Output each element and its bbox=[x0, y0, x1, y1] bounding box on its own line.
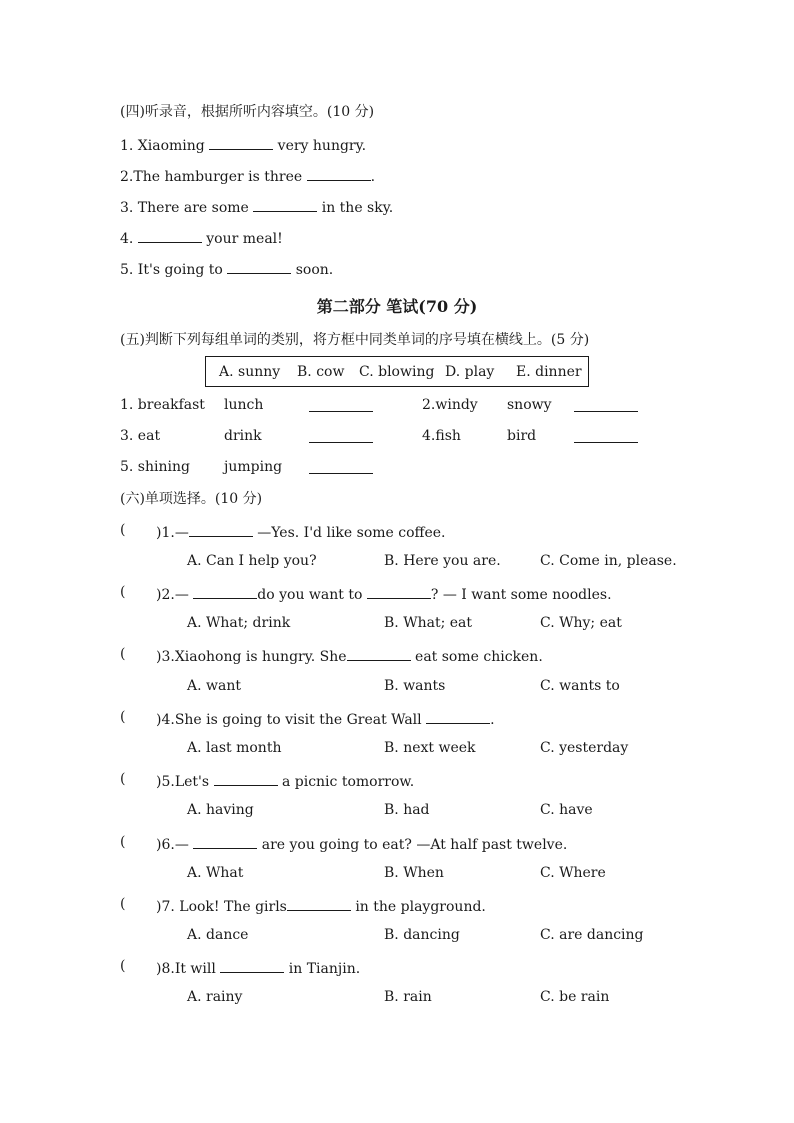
section6-heading: (六)单项选择。(10 分) bbox=[120, 491, 263, 507]
question-stem bbox=[156, 771, 414, 791]
choice-a[interactable]: A. dance bbox=[187, 927, 249, 943]
choice-b[interactable]: B. wants bbox=[384, 678, 446, 694]
answer-blank[interactable] bbox=[189, 522, 253, 537]
fill-item-2 bbox=[120, 166, 375, 186]
question-stem bbox=[156, 896, 486, 916]
answer-blank[interactable] bbox=[253, 197, 317, 212]
word-options-box bbox=[205, 356, 589, 387]
option-d: D. play bbox=[445, 364, 495, 380]
choice-a[interactable]: A. last month bbox=[187, 740, 282, 756]
choice-c[interactable]: C. Why; eat bbox=[540, 615, 622, 631]
word: 1. breakfast bbox=[120, 397, 205, 413]
stem-text: do you want to bbox=[257, 587, 367, 603]
choice-c[interactable]: C. be rain bbox=[540, 989, 610, 1005]
choice-a[interactable]: A. rainy bbox=[187, 989, 243, 1005]
answer-paren[interactable]: ( bbox=[120, 771, 126, 787]
question-stem bbox=[156, 958, 360, 978]
question-stem bbox=[156, 522, 446, 542]
choice-c[interactable]: C. Where bbox=[540, 865, 606, 881]
stem-text: —Yes. I'd like some coffee. bbox=[252, 525, 446, 541]
choice-a[interactable]: A. having bbox=[187, 802, 254, 818]
item-text: . bbox=[370, 169, 376, 185]
question-stem bbox=[156, 584, 612, 604]
word: bird bbox=[507, 428, 537, 444]
answer-blank[interactable] bbox=[220, 958, 284, 973]
choice-b[interactable]: B. When bbox=[384, 865, 444, 881]
section4-heading: (四)听录音，根据所听内容填空。(10 分) bbox=[120, 104, 375, 120]
answer-paren[interactable]: ( bbox=[120, 522, 126, 538]
choice-b[interactable]: B. next week bbox=[384, 740, 476, 756]
stem-text: are you going to eat? —At half past twelve. bbox=[257, 837, 568, 853]
answer-blank[interactable] bbox=[309, 397, 373, 412]
question-stem bbox=[156, 709, 495, 729]
word: 4.fish bbox=[422, 428, 461, 444]
choice-a[interactable]: A. Can I help you? bbox=[187, 553, 317, 569]
answer-blank[interactable] bbox=[367, 584, 431, 599]
answer-blank[interactable] bbox=[193, 834, 257, 849]
answer-blank[interactable] bbox=[209, 135, 273, 150]
choice-c[interactable]: C. Come in, please. bbox=[540, 553, 677, 569]
answer-blank[interactable] bbox=[214, 771, 278, 786]
answer-blank[interactable] bbox=[574, 428, 638, 443]
answer-paren[interactable]: ( bbox=[120, 646, 126, 662]
choice-a[interactable]: A. What; drink bbox=[187, 615, 291, 631]
answer-blank[interactable] bbox=[138, 228, 202, 243]
stem-text: )7. Look! The girls bbox=[156, 899, 287, 915]
word: lunch bbox=[224, 397, 264, 413]
word: 3. eat bbox=[120, 428, 161, 444]
fill-item-1 bbox=[120, 135, 366, 155]
fill-item-4 bbox=[120, 228, 283, 248]
choice-b[interactable]: B. rain bbox=[384, 989, 432, 1005]
word: 5. shining bbox=[120, 459, 190, 475]
choice-b[interactable]: B. had bbox=[384, 802, 430, 818]
item-text: very hungry. bbox=[273, 138, 367, 154]
fill-item-3 bbox=[120, 197, 393, 217]
choice-c[interactable]: C. wants to bbox=[540, 678, 620, 694]
answer-blank[interactable] bbox=[307, 166, 371, 181]
part2-title: 第二部分 笔试(70 分) bbox=[316, 297, 478, 316]
stem-text: in the playground. bbox=[350, 899, 486, 915]
choice-b[interactable]: B. What; eat bbox=[384, 615, 472, 631]
stem-text: ? — I want some noodles. bbox=[430, 587, 612, 603]
word: drink bbox=[224, 428, 262, 444]
stem-text: )8.It will bbox=[156, 961, 221, 977]
answer-paren[interactable]: ( bbox=[120, 584, 126, 600]
item-text: your meal! bbox=[201, 231, 283, 247]
stem-text: )3.Xiaohong is hungry. She bbox=[156, 649, 347, 665]
answer-blank[interactable] bbox=[574, 397, 638, 412]
answer-paren[interactable]: ( bbox=[120, 709, 126, 725]
answer-blank[interactable] bbox=[426, 709, 490, 724]
stem-text: )4.She is going to visit the Great Wall bbox=[156, 712, 427, 728]
item-text: soon. bbox=[291, 262, 334, 278]
option-b: B. cow bbox=[297, 364, 345, 380]
option-e: E. dinner bbox=[516, 364, 582, 380]
choice-a[interactable]: A. want bbox=[187, 678, 241, 694]
answer-paren[interactable]: ( bbox=[120, 896, 126, 912]
answer-blank[interactable] bbox=[193, 584, 257, 599]
item-text: 1. Xiaoming bbox=[120, 138, 210, 154]
choice-c[interactable]: C. yesterday bbox=[540, 740, 629, 756]
answer-paren[interactable]: ( bbox=[120, 834, 126, 850]
stem-text: )1.— bbox=[156, 525, 189, 541]
stem-text: a picnic tomorrow. bbox=[277, 774, 415, 790]
word: snowy bbox=[507, 397, 552, 413]
item-text: in the sky. bbox=[317, 200, 394, 216]
choice-b[interactable]: B. dancing bbox=[384, 927, 460, 943]
answer-blank[interactable] bbox=[227, 259, 291, 274]
choice-a[interactable]: A. What bbox=[187, 865, 244, 881]
answer-blank[interactable] bbox=[347, 646, 411, 661]
item-text: 3. There are some bbox=[120, 200, 254, 216]
choice-b[interactable]: B. Here you are. bbox=[384, 553, 501, 569]
choice-c[interactable]: C. have bbox=[540, 802, 593, 818]
stem-text: )5.Let's bbox=[156, 774, 214, 790]
word: jumping bbox=[224, 459, 283, 475]
question-stem bbox=[156, 834, 567, 854]
stem-text: . bbox=[490, 712, 495, 728]
option-a: A. sunny bbox=[219, 364, 281, 380]
stem-text: eat some chicken. bbox=[410, 649, 543, 665]
option-c: C. blowing bbox=[359, 364, 435, 380]
item-text: 2.The hamburger is three bbox=[120, 169, 307, 185]
answer-paren[interactable]: ( bbox=[120, 958, 126, 974]
answer-blank[interactable] bbox=[287, 896, 351, 911]
stem-text: )2.— bbox=[156, 587, 194, 603]
answer-blank[interactable] bbox=[309, 428, 373, 443]
item-text: 4. bbox=[120, 231, 138, 247]
word: 2.windy bbox=[422, 397, 478, 413]
fill-item-5 bbox=[120, 259, 333, 279]
stem-text: in Tianjin. bbox=[284, 961, 361, 977]
answer-blank[interactable] bbox=[309, 459, 373, 474]
item-text: 5. It's going to bbox=[120, 262, 228, 278]
stem-text: )6.— bbox=[156, 837, 194, 853]
question-stem bbox=[156, 646, 543, 666]
section5-heading: (五)判断下列每组单词的类别，将方框中同类单词的序号填在横线上。(5 分) bbox=[120, 332, 590, 348]
choice-c[interactable]: C. are dancing bbox=[540, 927, 644, 943]
